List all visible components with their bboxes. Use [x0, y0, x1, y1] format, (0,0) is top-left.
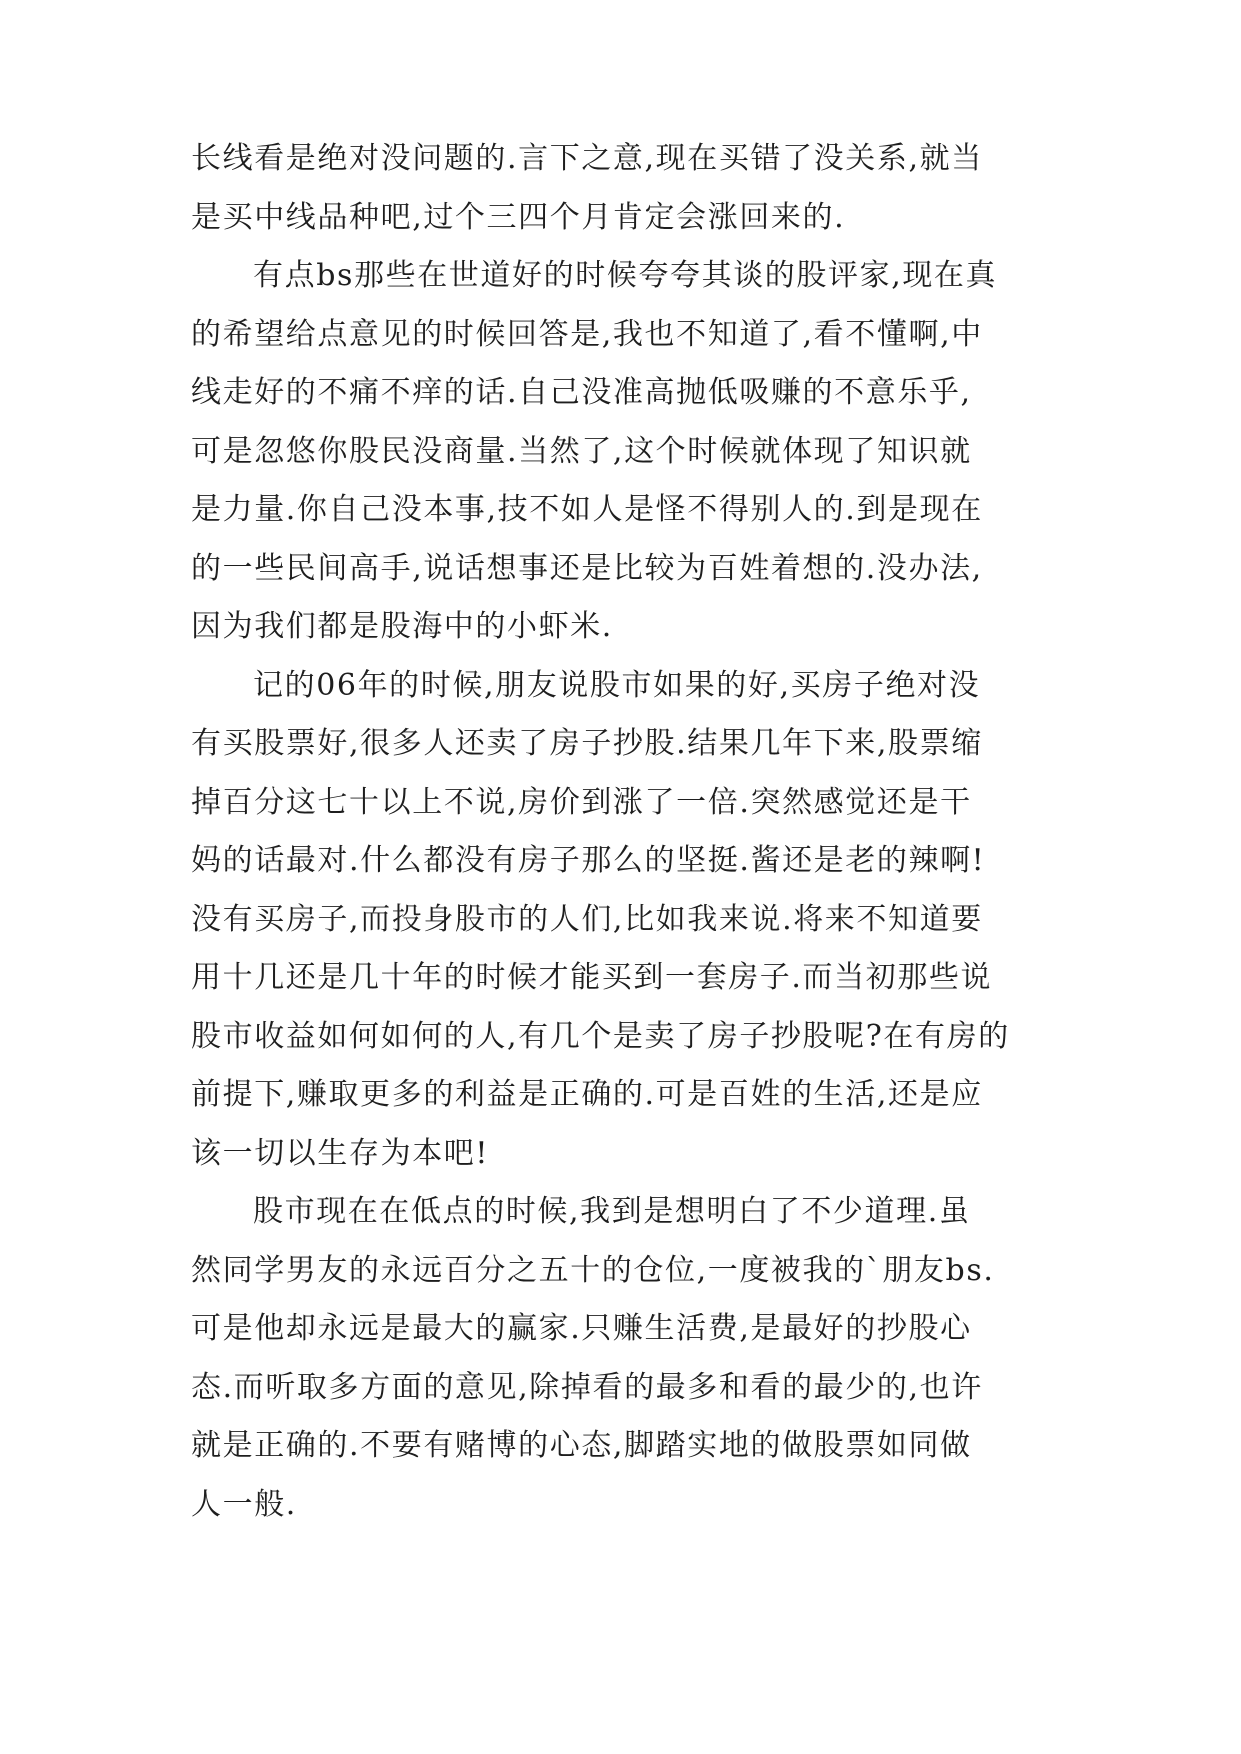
paragraph — [191, 657, 1051, 1184]
text-line: 用十几还是几十年的时候才能买到一套房子.而当初那些说 — [191, 960, 993, 995]
text-line: 人一般. — [191, 1486, 297, 1522]
text-line: 该一切以生存为本吧! — [191, 1135, 490, 1171]
text-line: 态.而听取多方面的意见,除掉看的最多和看的最少的,也许 — [191, 1369, 983, 1405]
text-line: 妈的话最对.什么都没有房子那么的坚挺.酱还是老的辣啊! — [191, 843, 986, 878]
text-line: 没有买房子,而投身股市的人们,比如我来说.将来不知道要 — [191, 901, 983, 937]
text-line: 就是正确的.不要有赌博的心态,脚踏实地的做股票如同做 — [191, 1428, 972, 1463]
text-line: 的一些民间高手,说话想事还是比较为百姓着想的.没办法, — [191, 550, 983, 586]
text-line: 然同学男友的永远百分之五十的仓位,一度被我的`朋友bs. — [191, 1252, 995, 1288]
text-line: 线走好的不痛不痒的话.自己没准高抛低吸赚的不意乐乎, — [191, 375, 972, 410]
text-line: 股市收益如何如何的人,有几个是卖了房子抄股呢?在有房的 — [191, 1018, 1010, 1054]
paragraph — [191, 130, 1051, 247]
text-line: 是力量.你自己没本事,技不如人是怪不得别人的.到是现在 — [191, 492, 983, 527]
text-line: 是买中线品种吧,过个三四个月肯定会涨回来的. — [191, 199, 846, 235]
text-line: 掉百分这七十以上不说,房价到涨了一倍.突然感觉还是干 — [191, 784, 972, 820]
text-line: 前提下,赚取更多的利益是正确的.可是百姓的生活,还是应 — [191, 1077, 983, 1112]
text-line: 因为我们都是股海中的小虾米. — [191, 609, 613, 644]
text-line: 有点bs那些在世道好的时候夸夸其谈的股评家,现在真 — [253, 258, 998, 293]
text-line: 记的06年的时候,朋友说股市如果的好,买房子绝对没 — [253, 667, 981, 703]
text-line: 有买股票好,很多人还卖了房子抄股.结果几年下来,股票缩 — [191, 726, 983, 761]
text-line: 可是他却永远是最大的赢家.只赚生活费,是最好的抄股心 — [191, 1311, 972, 1346]
text-line: 可是忽悠你股民没商量.当然了,这个时候就体现了知识就 — [191, 433, 972, 469]
paragraph — [191, 1183, 1051, 1534]
document-body — [191, 130, 1051, 1534]
text-line: 股市现在在低点的时候,我到是想明白了不少道理.虽 — [253, 1194, 971, 1229]
text-line: 的希望给点意见的时候回答是,我也不知道了,看不懂啊,中 — [191, 316, 983, 352]
paragraph — [191, 247, 1051, 657]
text-line: 长线看是绝对没问题的.言下之意,现在买错了没关系,就当 — [191, 141, 983, 176]
